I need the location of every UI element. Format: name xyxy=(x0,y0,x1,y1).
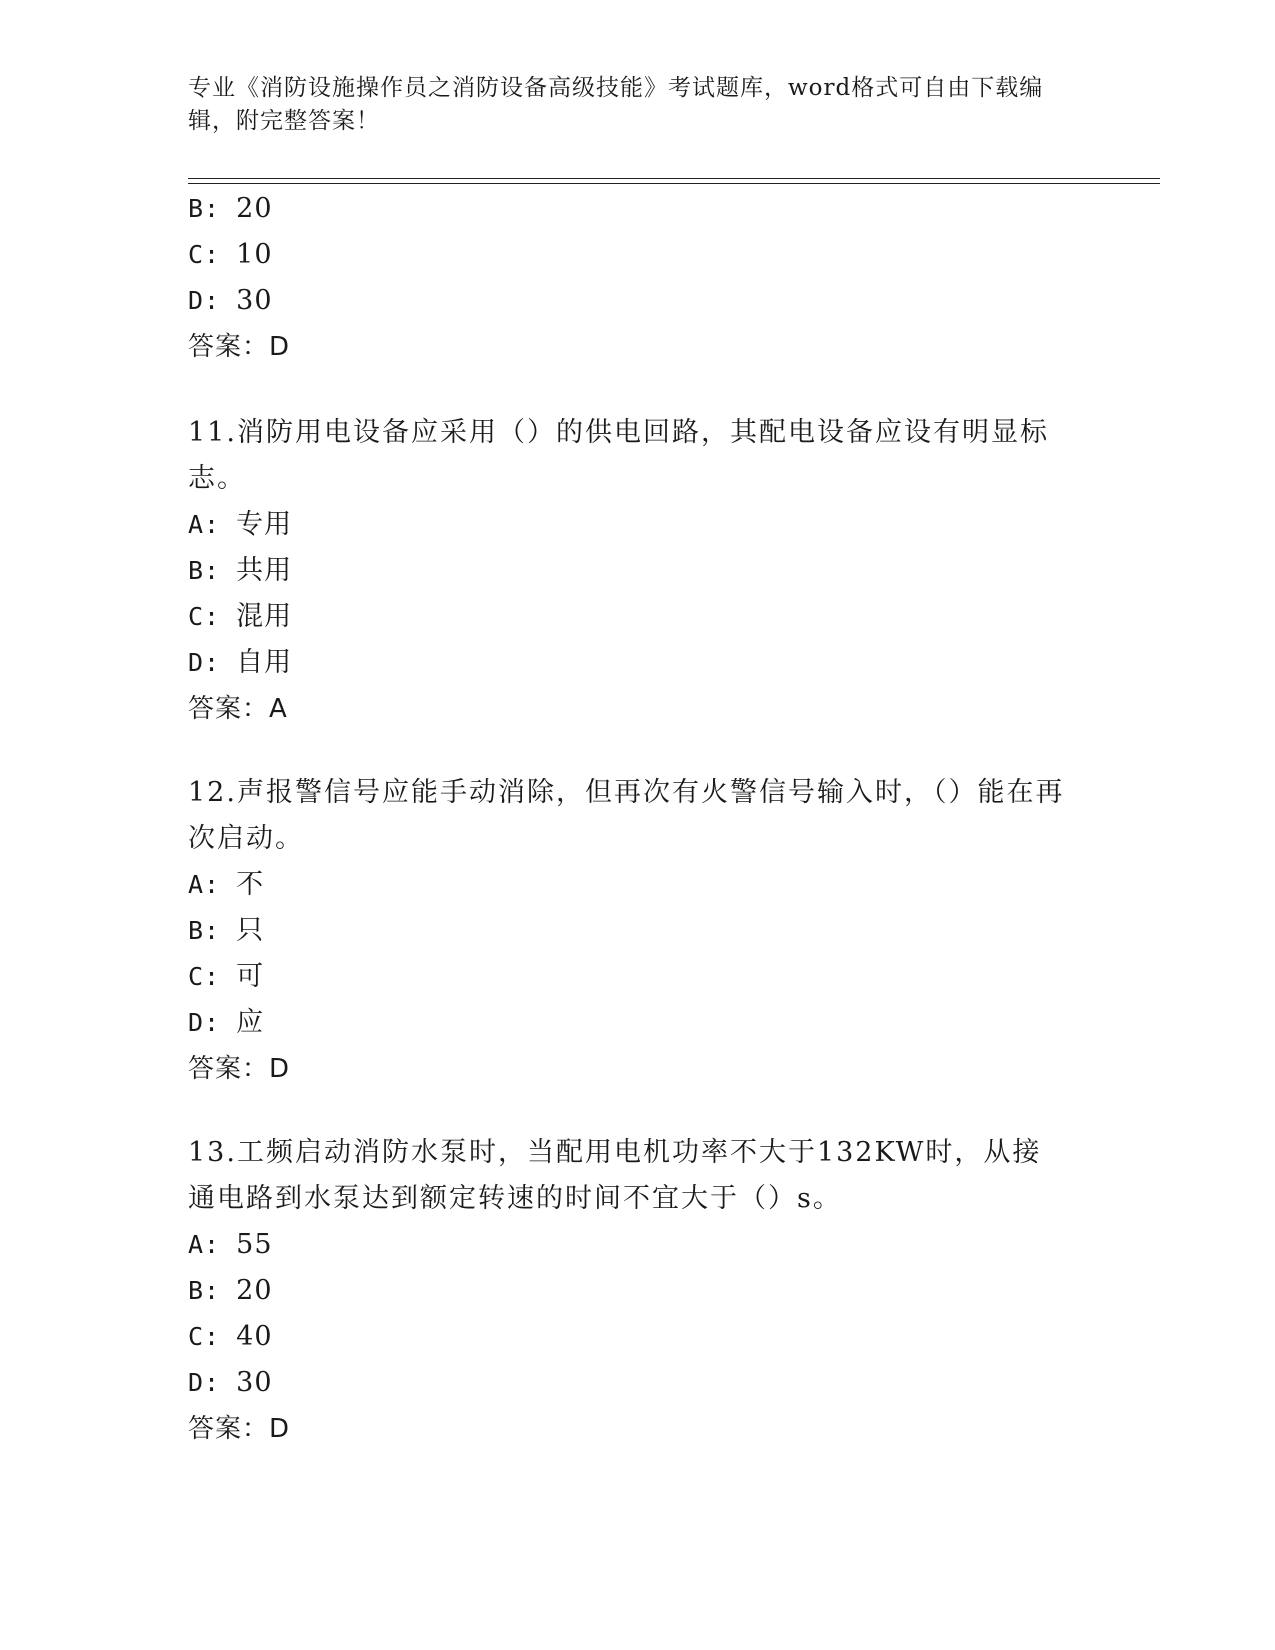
option-label: D: xyxy=(188,648,221,677)
answer-line: 答案：D xyxy=(188,332,291,362)
option-label: C: xyxy=(188,602,221,631)
option-text: 专用 xyxy=(236,509,293,540)
option-c xyxy=(188,232,1088,278)
option-text: 可 xyxy=(236,961,265,992)
option-label: C: xyxy=(188,240,221,269)
option-a xyxy=(188,502,1088,548)
option-c xyxy=(188,954,1088,1000)
option-text: 共用 xyxy=(236,555,293,586)
document-header: 专业《消防设施操作员之消防设备高级技能》考试题库，word格式可自由下载编辑，附完整答案！ xyxy=(188,75,1044,134)
option-label: A: xyxy=(188,870,221,899)
option-d xyxy=(188,1360,1088,1406)
option-label: D: xyxy=(188,1008,221,1037)
option-text: 55 xyxy=(236,1229,273,1260)
option-text: 30 xyxy=(236,1367,273,1398)
option-text: 应 xyxy=(236,1007,265,1038)
option-label: C: xyxy=(188,962,221,991)
option-label: D: xyxy=(188,1368,221,1397)
option-a xyxy=(188,1222,1088,1268)
question-11 xyxy=(188,410,1088,732)
option-label: A: xyxy=(188,510,221,539)
option-b xyxy=(188,186,1088,232)
option-text: 20 xyxy=(236,1275,273,1306)
option-text: 20 xyxy=(236,193,273,224)
option-d xyxy=(188,278,1088,324)
option-label: A: xyxy=(188,1230,221,1259)
option-text: 只 xyxy=(236,915,265,946)
option-text: 40 xyxy=(236,1321,273,1352)
option-d xyxy=(188,1000,1088,1046)
option-label: B: xyxy=(188,916,221,945)
option-label: D: xyxy=(188,286,221,315)
option-b xyxy=(188,1268,1088,1314)
option-c xyxy=(188,594,1088,640)
question-12 xyxy=(188,770,1088,1092)
question-13 xyxy=(188,1130,1088,1452)
option-label: C: xyxy=(188,1322,221,1351)
header-divider-top xyxy=(188,178,1160,179)
question-stem: 13.工频启动消防水泵时，当配用电机功率不大于132KW时，从接通电路到水泵达到额定转速的时间不宜大于（）s。 xyxy=(188,1137,1042,1214)
carryover-question xyxy=(188,186,1088,370)
option-text: 10 xyxy=(236,239,273,270)
option-b xyxy=(188,548,1088,594)
question-stem: 11.消防用电设备应采用（）的供电回路，其配电设备应设有明显标志。 xyxy=(188,417,1049,494)
answer-line: 答案：A xyxy=(188,694,288,724)
option-a xyxy=(188,862,1088,908)
option-text: 30 xyxy=(236,285,273,316)
header-divider-bottom xyxy=(188,183,1160,184)
option-text: 自用 xyxy=(236,647,293,678)
option-b xyxy=(188,908,1088,954)
option-text: 不 xyxy=(236,869,265,900)
question-stem: 12.声报警信号应能手动消除，但再次有火警信号输入时，（）能在再次启动。 xyxy=(188,777,1065,854)
answer-line: 答案：D xyxy=(188,1414,291,1444)
option-label: B: xyxy=(188,556,221,585)
option-label: B: xyxy=(188,1276,221,1305)
option-d xyxy=(188,640,1088,686)
option-text: 混用 xyxy=(236,601,293,632)
option-c xyxy=(188,1314,1088,1360)
option-label: B: xyxy=(188,194,221,223)
answer-line: 答案：D xyxy=(188,1054,291,1084)
